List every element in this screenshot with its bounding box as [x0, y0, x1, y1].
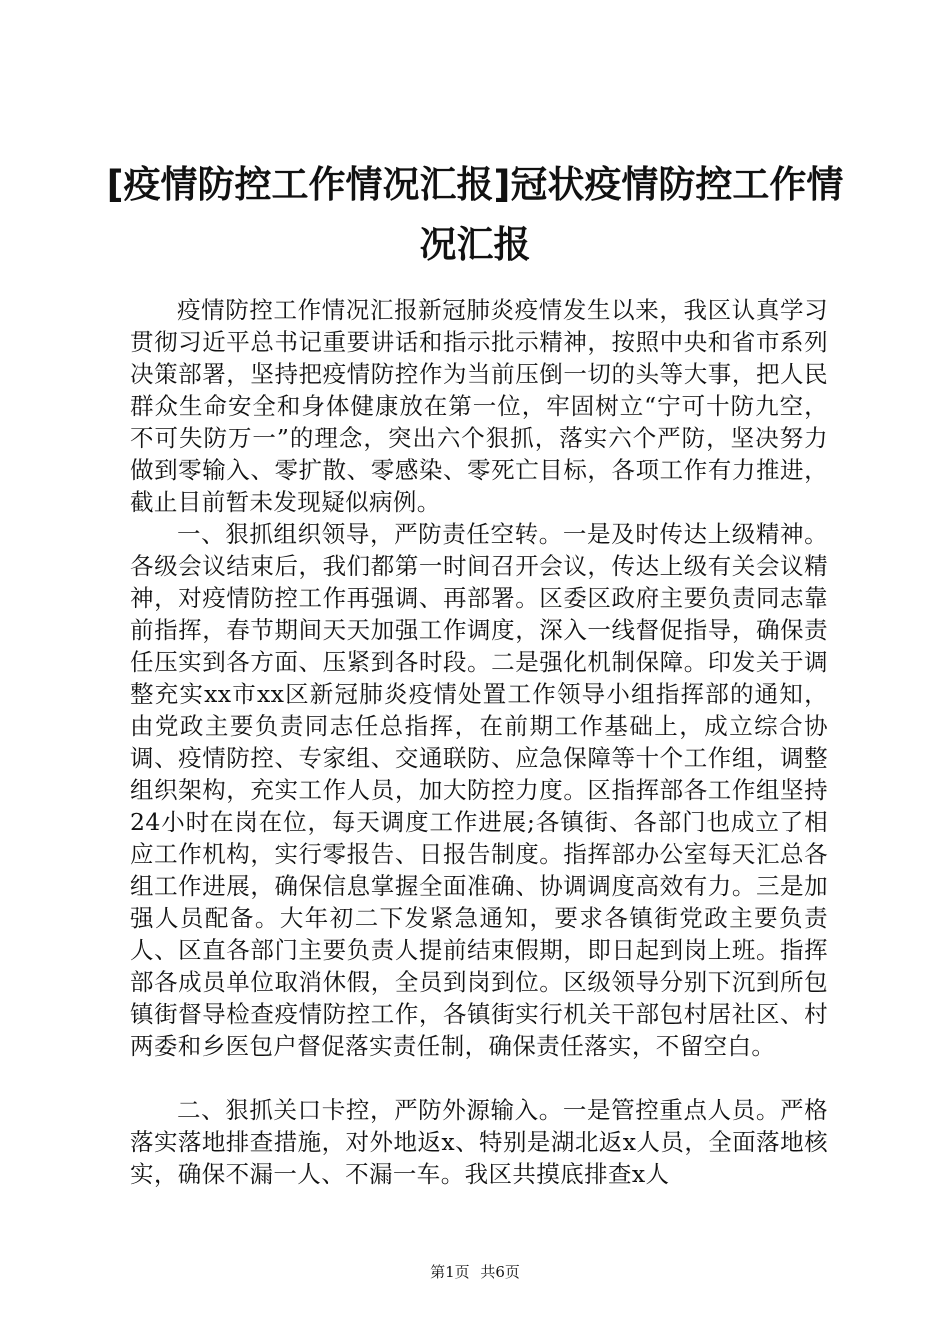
document-title-line-2: 况汇报: [419, 223, 531, 266]
page-total: 共6页: [480, 1263, 520, 1281]
paragraph-section-1: 一、狠抓组织领导，严防责任空转。一是及时传达上级精神。各级会议结束后，我们都第一时间召开会议，传达上级有关会议精神，对疫情防控工作再强调、再部署。区委区政府主要负责同志靠前指挥，春节期间天天加强工作调度，深入一线督促指导，确保责任压实到各方面、压紧到各时段。二是强化机制保障。印发关于调整充实xx市xx区新冠肺炎疫情处置工作领导小组指挥部的通知，由党政主要负责同志任总指挥，在前期工作基础上，成立综合协调、疫情防控、专家组、交通联防、应急保障等十个工作组，调整组织架构，充实工作人员，加大防控力度。区指挥部各工作组坚持24小时在岗在位，每天调度工作进展;各镇街、各部门也成立了相应工作机构，实行零报告、日报告制度。指挥部办公室每天汇总各组工作进展，确保信息掌握全面准确、协调调度高效有力。三是加强人员配备。大年初二下发紧急通知，要求各镇街党政主要负责人、区直各部门主要负责人提前结束假期，即日起到岗上班。指挥部各成员单位取消休假，全员到岗到位。区级领导分别下沉到所包镇街督导检查疫情防控工作，各镇街实行机关干部包村居社区、村两委和乡医包户督促落实责任制，确保责任落实，不留空白。: [130, 520, 828, 1060]
page-footer: [0, 1262, 950, 1282]
page-number: 第1页: [430, 1263, 470, 1281]
document-title-line-1: [疫情防控工作情况汇报]冠状疫情防控工作情: [106, 163, 844, 206]
document-body: [130, 294, 828, 1190]
paragraph-section-2: 二、狠抓关口卡控，严防外源输入。一是管控重点人员。严格落实落地排查措施，对外地返x、特别是湖北返x人员，全面落地核实，确保不漏一人、不漏一车。我区共摸底排查x人: [130, 1096, 828, 1188]
paragraph-intro: 疫情防控工作情况汇报新冠肺炎疫情发生以来，我区认真学习贯彻习近平总书记重要讲话和指示批示精神，按照中央和省市系列决策部署，坚持把疫情防控作为当前压倒一切的头等大事，把人民群众生命安全和身体健康放在第一位，牢固树立“宁可十防九空，不可失防万一”的理念，突出六个狠抓，落实六个严防，坚决努力做到零输入、零扩散、零感染、零死亡目标，各项工作有力推进，截止目前暂未发现疑似病例。: [130, 296, 828, 516]
